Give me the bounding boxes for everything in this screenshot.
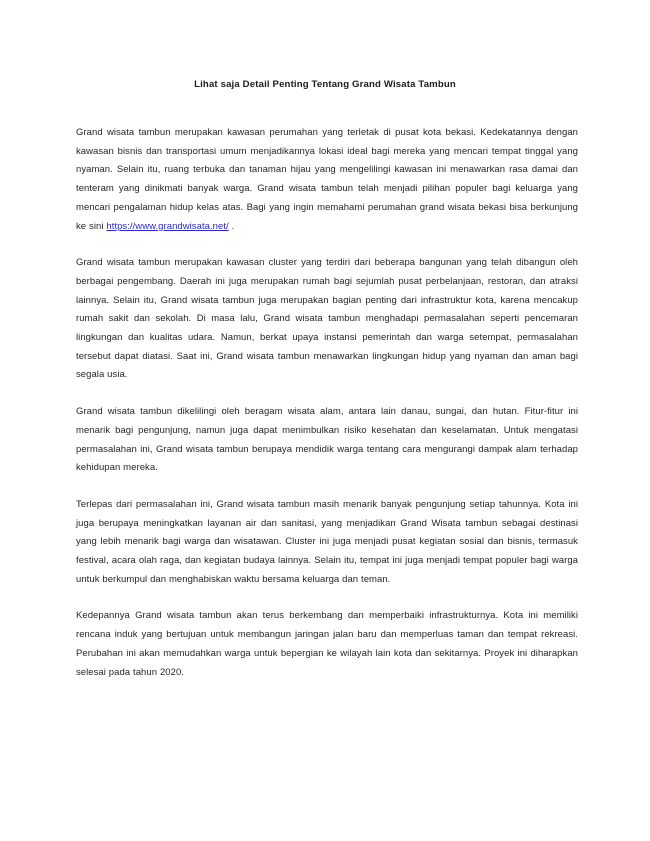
paragraph-1-text-after-link: . (228, 220, 235, 232)
paragraph-1 (76, 124, 578, 236)
paragraph-2: Grand wisata tambun merupakan kawasan cluster yang terdiri dari beberapa bangunan yang telah dibangun oleh berbagai pengembang. Daerah ini juga merupakan rumah bagi sejumlah pusat perbelanjaan, restoran, dan atraksi lainnya. Selain itu, Grand wisata tambun juga merupakan bagian penting dari infrastruktur kota, karena mencakup rumah sakit dan sekolah. Di masa lalu, Grand wisata tambun menghadapi permasalahan seperti pencemaran lingkungan dan kualitas udara. Namun, berkat upaya instansi pemerintah dan warga setempat, permasalahan tersebut dapat diatasi. Saat ini, Grand wisata tambun menawarkan lingkungan hidup yang nyaman dan aman bagi segala usia. (76, 257, 578, 381)
paragraph-3: Grand wisata tambun dikelilingi oleh beragam wisata alam, antara lain danau, sungai, dan hutan. Fitur-fitur ini menarik bagi pengunjung, namun juga dapat menimbulkan risiko kesehatan dan keselamatan. Untuk mengatasi permasalahan ini, Grand wisata tambun berupaya mendidik warga tentang cara mengurangi dampak alam terhadap kehidupan mereka. (76, 406, 578, 474)
page-title: Lihat saja Detail Penting Tentang Grand Wisata Tambun (194, 79, 456, 90)
paragraph-5: Kedepannya Grand wisata tambun akan terus berkembang dan memperbaiki infrastrukturnya. Kota ini memiliki rencana induk yang bertujuan untuk membangun jaringan jalan baru dan memperluas taman dan tempat rekreasi. Perubahan ini akan memudahkan warga untuk bepergian ke wilayah lain kota dan sekitarnya. Proyek ini diharapkan selesai pada tahun 2020. (76, 610, 578, 678)
paragraph-1-text-before-link: Grand wisata tambun merupakan kawasan perumahan yang terletak di pusat kota bekasi. Kedekatannya dengan kawasan bisnis dan transportasi umum menjadikannya lokasi ideal bagi mereka yang mencari tempat tinggal yang nyaman. Selain itu, ruang terbuka dan tanaman hijau yang mengelilingi kawasan ini menawarkan rasa damai dan tenteram yang dinikmati banyak warga. Grand wisata tambun telah menjadi pilihan populer bagi keluarga yang mencari pengalaman hidup kelas atas. Bagi yang ingin memahami perumahan grand wisata bekasi bisa berkunjung ke sini (76, 127, 578, 232)
paragraph-4: Terlepas dari permasalahan ini, Grand wisata tambun masih menarik banyak pengunjung setiap tahunnya. Kota ini juga berupaya meningkatkan layanan air dan sanitasi, yang menjadikan Grand Wisata tambun sebagai destinasi yang lebih menarik bagi warga dan wisatawan. Cluster ini juga menjadi pusat kegiatan sosial dan bisnis, termasuk festival, acara olah raga, dan kegiatan budaya lainnya. Selain itu, tempat ini juga menjadi tempat populer bagi warga untuk berkumpul dan menghabiskan waktu bersama keluarga dan teman. (76, 498, 578, 585)
grandwisata-link[interactable]: https://www.grandwisata.net/ (106, 220, 229, 232)
document-body (76, 124, 578, 682)
